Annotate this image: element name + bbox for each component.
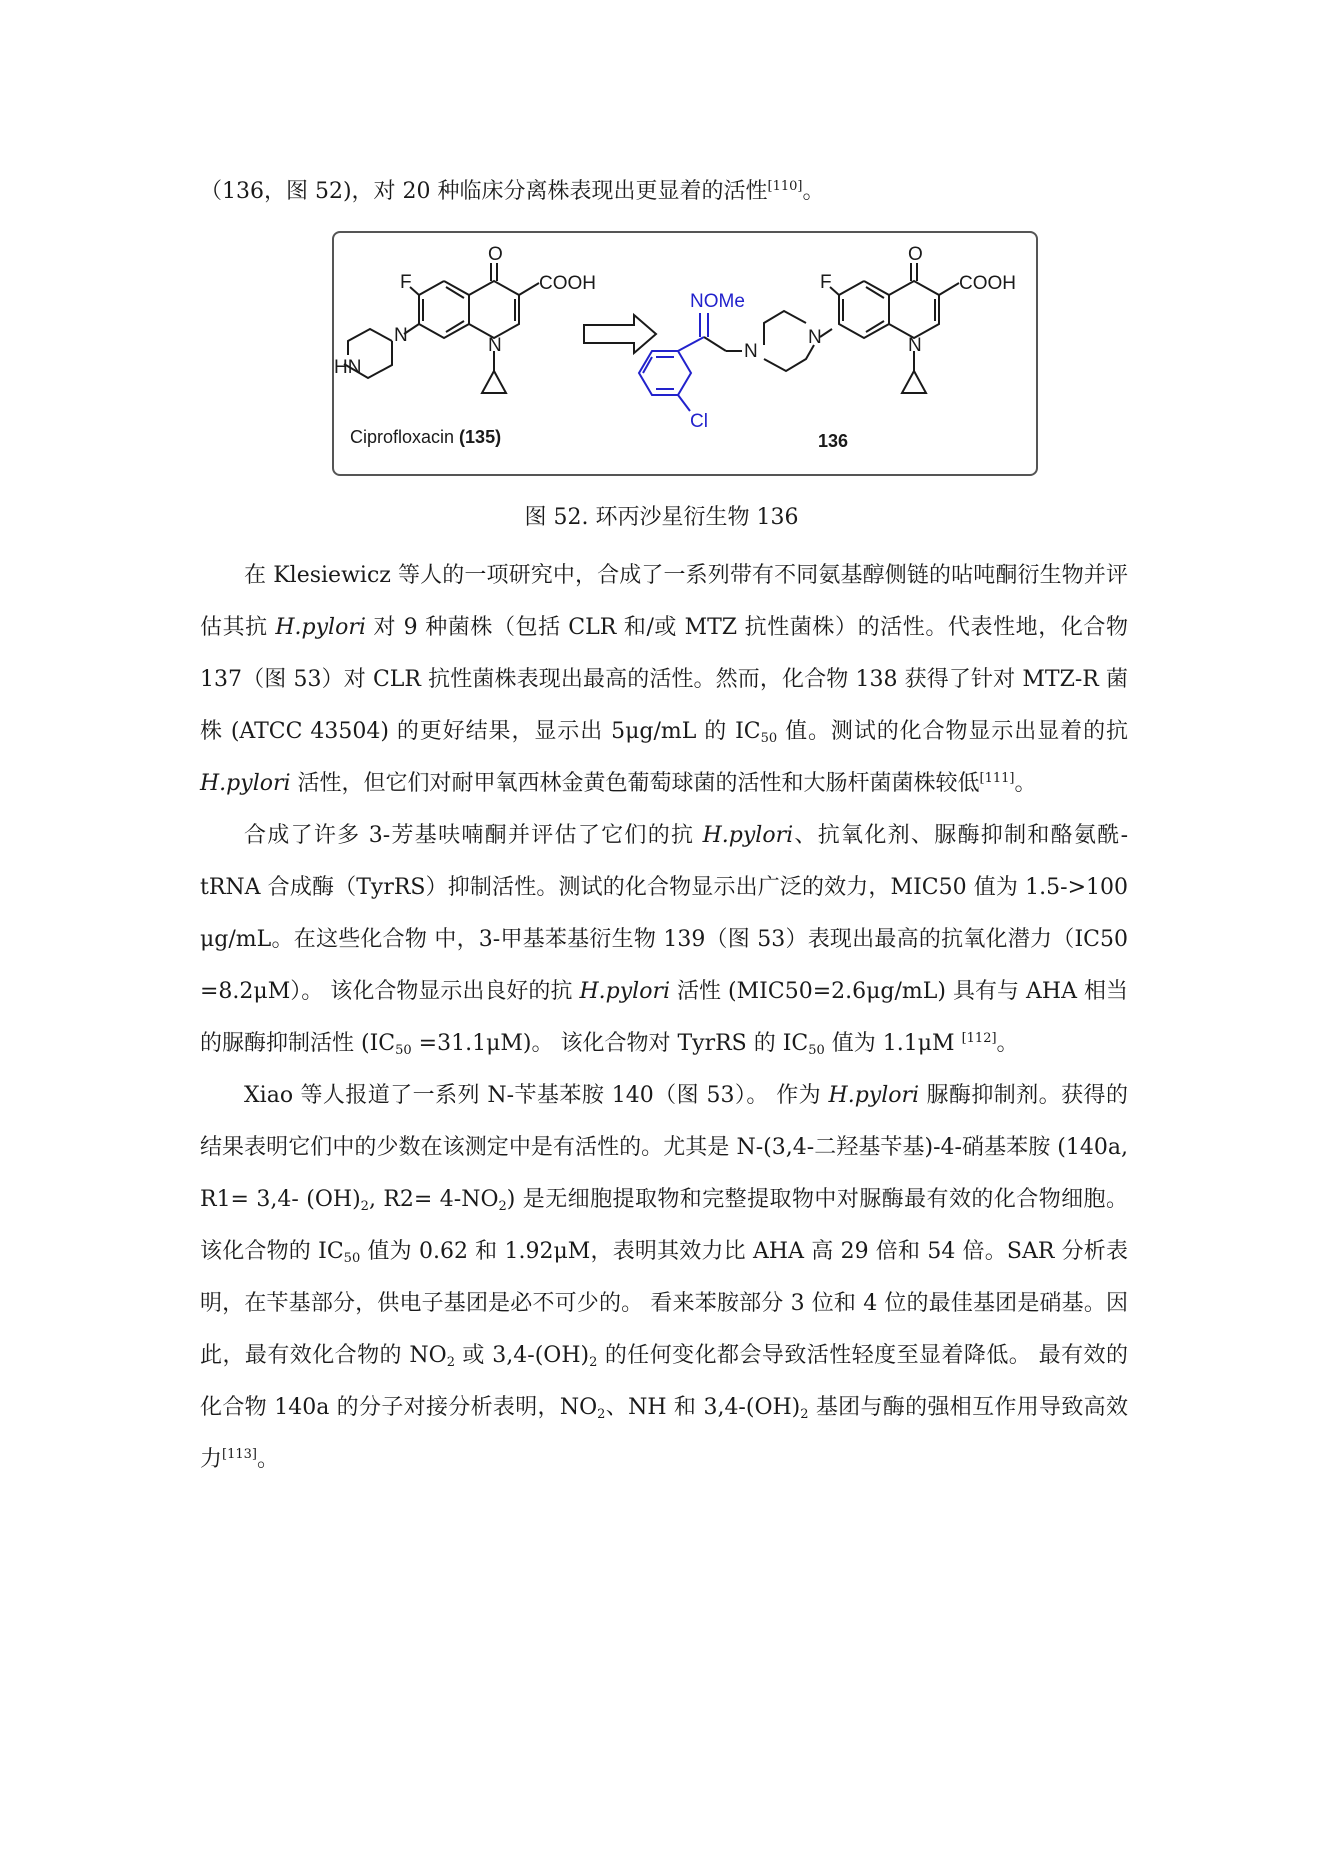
piperazine-n1-label: N [744,341,758,362]
intro-paragraph [200,166,1128,218]
cooh-label: COOH [539,273,596,294]
compound-136-atoms [744,244,1016,362]
piperazine-n2-label: N [808,327,822,348]
intro-text: （136，图 52)，对 20 种临床分离株表现出更显着的活性 [200,179,768,204]
ciprofloxacin-atoms [334,244,596,378]
citation-113: [113] [222,1447,257,1462]
compound-135-label: Ciprofloxacin (135) [350,427,502,447]
nome-label: NOMe [690,291,745,312]
intro-text-end: 。 [802,179,825,204]
oxygen-label: O [488,244,503,265]
reaction-arrow-icon [584,315,656,353]
chemical-structures [334,233,1040,478]
nitrogen-label: N [394,325,408,346]
body-text [200,550,1128,1486]
paragraph-klesiewicz: 在 Klesiewicz 等人的一项研究中，合成了一系列带有不同氨基醇侧链的呫吨酮衍生物并评估其抗 H.pylori 对 9 种菌株（包括 CLR 和/或 MTZ 抗性菌株）的活性。代表性地，化合物 137（图 53）对 CLR 抗性菌株表现出最高的活性。然而，化合物 138 获得了针对 MTZ-R 菌株 (ATCC 43504) 的更好结果，显示出 5μg/mL 的 $IC_{50}$ 值。测试的化合物显示出显着的抗 H.pylori 活性，但它们对耐甲氧西林金黄色葡萄球菌的活性和大肠杆菌菌株较低[111]。 [200,563,1129,796]
quinolone-n-label: N [908,335,922,356]
compound-136-label: 136 [818,431,849,451]
paragraph-xiao: Xiao 等人报道了一系列 N-苄基苯胺 140（图 53）。 作为 H.pylori 脲酶抑制剂。获得的结果表明它们中的少数在该测定中是有活性的。尤其是 N-(3,4-二羟基苄基)-4-硝基苯胺 (140a, R1= 3,4- $(OH)_2$, $R2= 4-NO_2$) 是无细胞提取物和完整提取物中对脲酶最有效的化合物细胞。该化合物的 $IC_{50}$ 值为 0.62 和 1.92μM，表明其效力比 AHA 高 29 倍和 54 倍。SAR 分析表明，在苄基部分，供电子基团是必不可少的。 看来苯胺部分 3 位和 4 位的最佳基团是硝基。因此，最有效化合物的 $NO_2$ 或 $3,4-(OH)_2$ 的任何变化都会导致活性轻度至显着降低。 最有效的化合物 140a 的分子对接分析表明，$NO_2$、NH 和 $3,4-(OH)_2$ 基团与酶的强相互作用导致高效力[113]。 [200,1083,1128,1472]
fluorine-label-136: F [820,272,832,293]
compound-136-blue-atoms [690,291,745,432]
citation-112: [112] [961,1031,997,1046]
figure-caption: 图 52. 环丙沙星衍生物 136 [524,505,799,530]
oxygen-label-136: O [908,244,923,265]
fluorine-label: F [400,272,412,293]
hn-label: HN [334,357,362,378]
paragraph-arylfuranones: 合成了许多 3-芳基呋喃酮并评估了它们的抗 H.pylori、抗氧化剂、脲酶抑制和酪氨酰-tRNA 合成酶（TyrRS）抑制活性。测试的化合物显示出广泛的效力，MIC50 值为 1.5->100 μg/mL。在这些化合物 中，3-甲基苯基衍生物 139（图 53）表现出最高的抗氧化潜力（IC50 =8.2μM）。 该化合物显示出良好的抗 H.pylori 活性 (MIC50=2.6μg/mL) 具有与 AHA 相当的脲酶抑制活性 $(IC_{50} =31.1\mu M)$。 该化合物对 TyrRS 的 $IC_{50}$ 值为 1.1μM [112]。 [200,823,1129,1058]
ciprofloxacin-bonds [344,263,539,393]
cooh-label-136: COOH [959,273,1016,294]
citation-110: [110] [767,179,803,194]
figure-52 [332,231,1038,476]
citation-111: [111] [979,771,1015,786]
chlorine-label: Cl [690,411,708,432]
nitrogen-label-2: N [488,335,502,356]
